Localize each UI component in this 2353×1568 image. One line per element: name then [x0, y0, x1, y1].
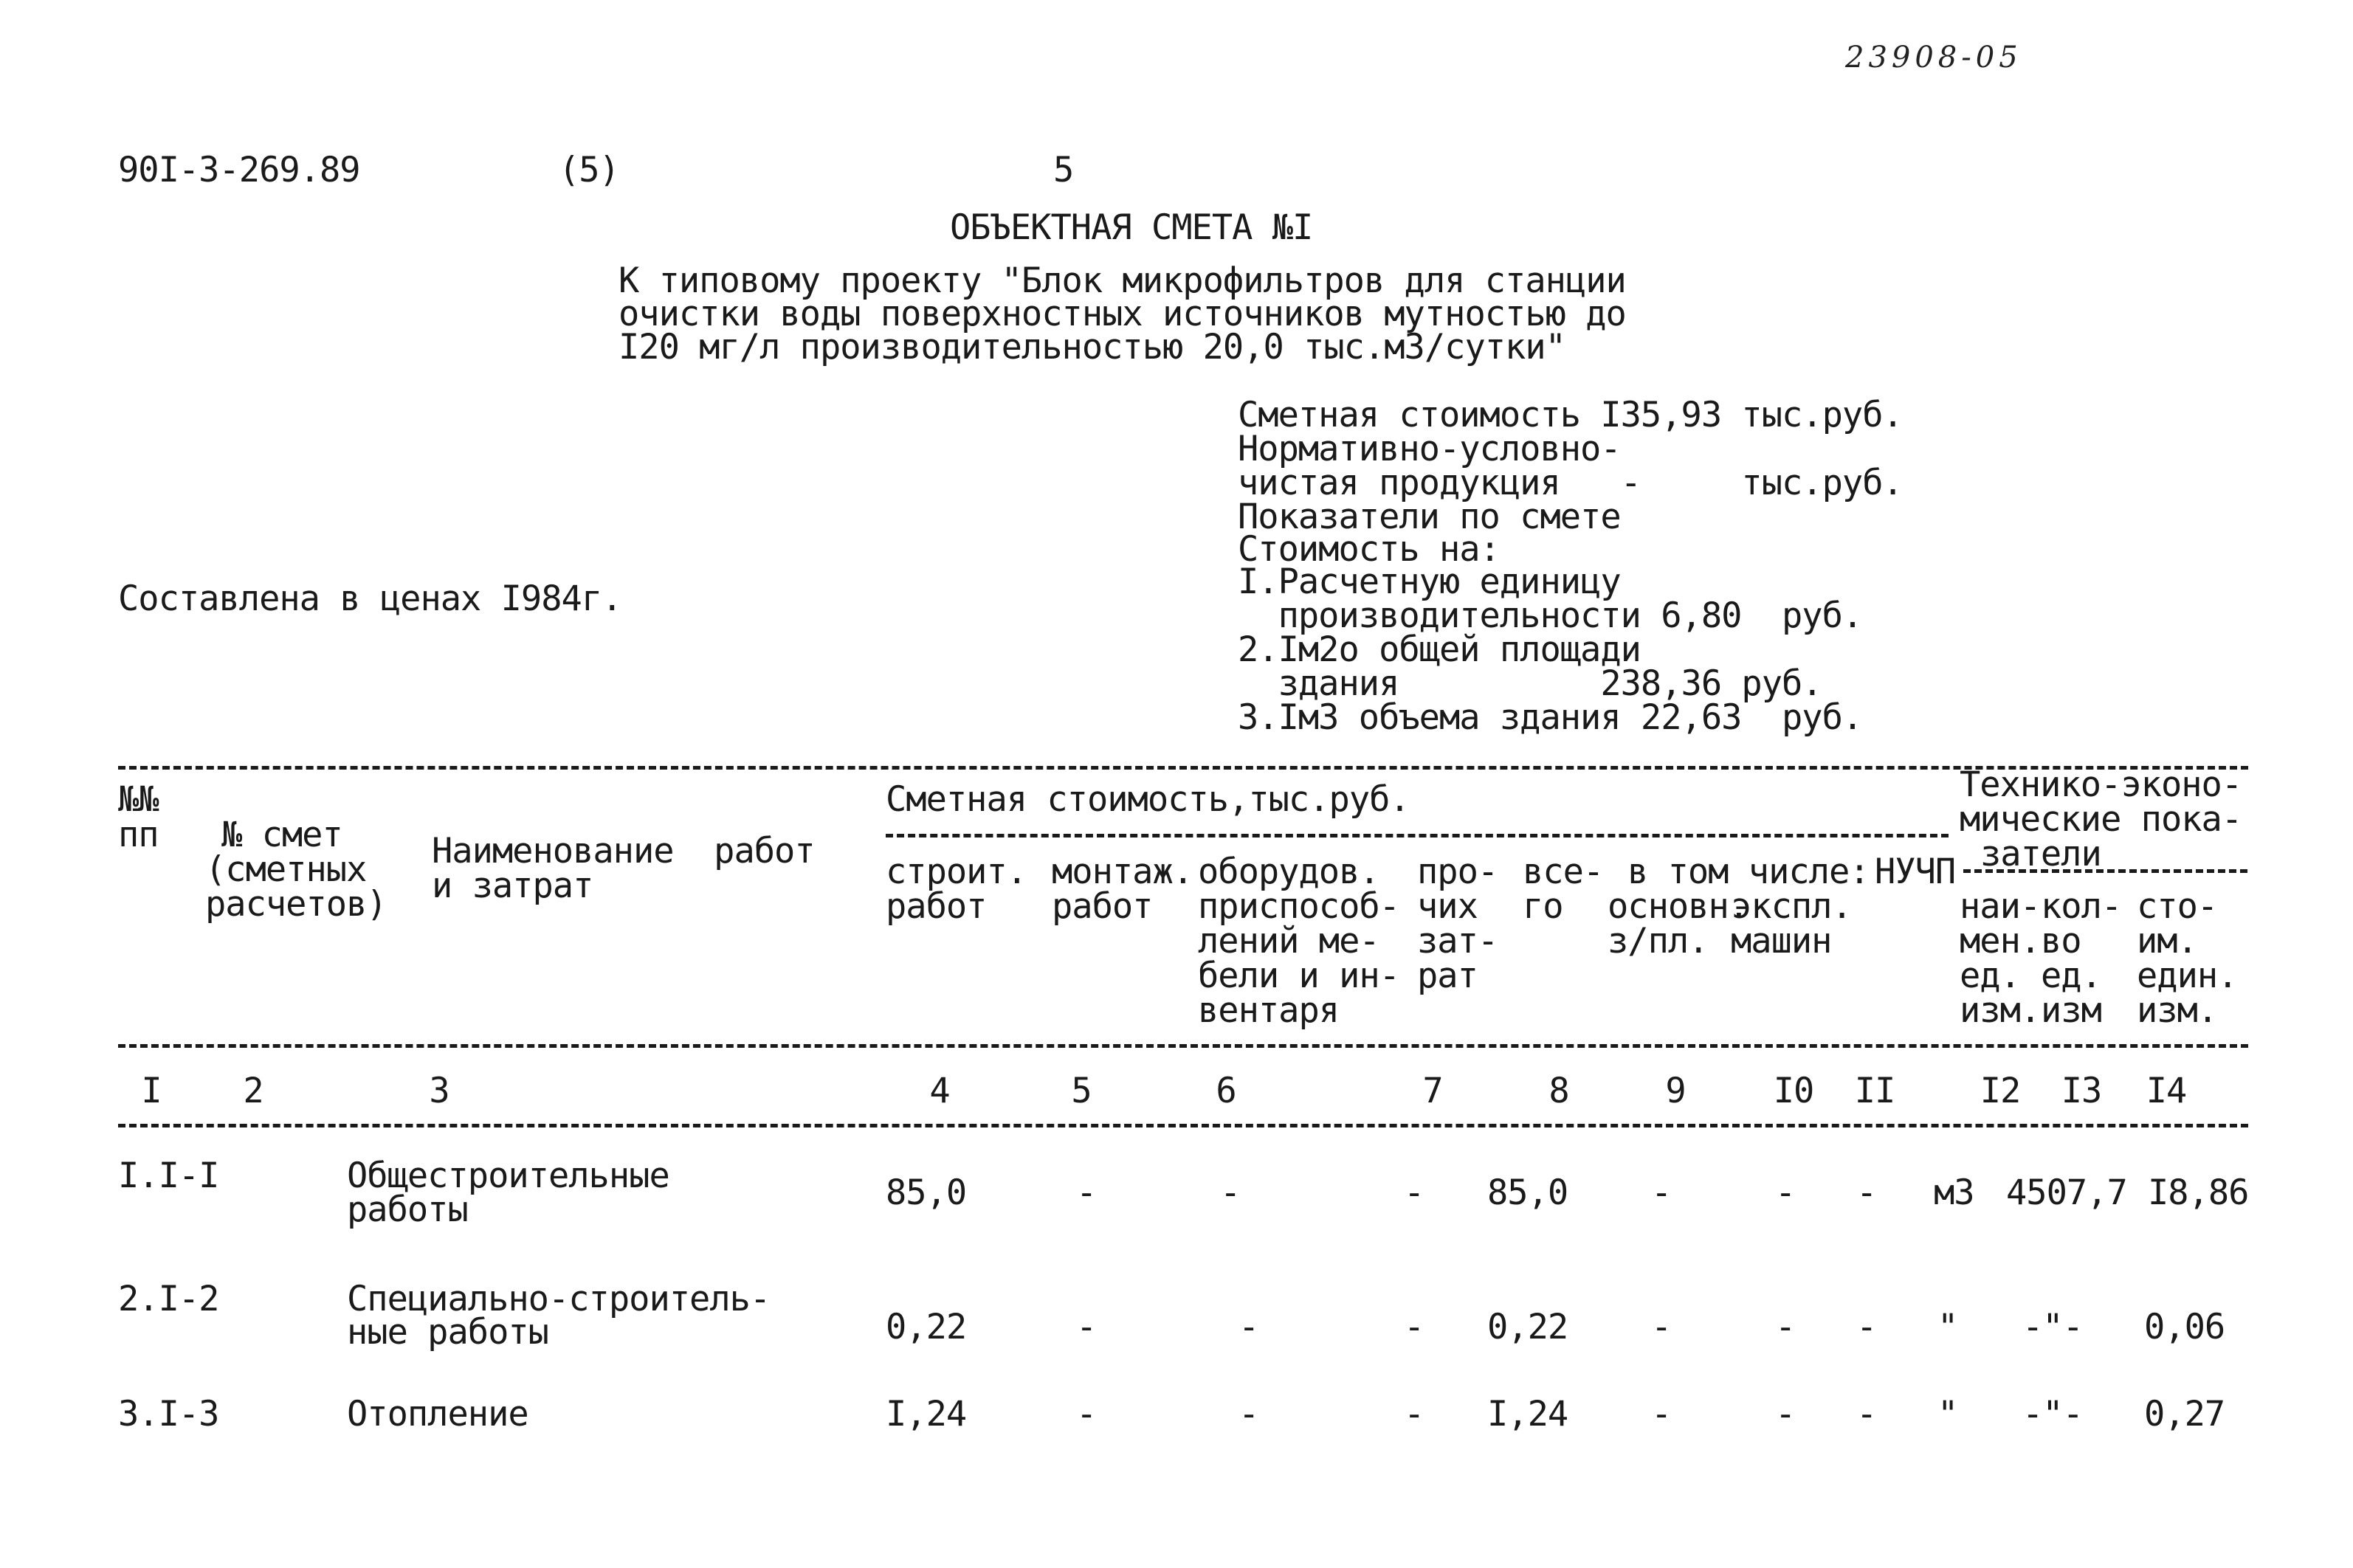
col-oborud-header: приспособ- — [1198, 886, 1399, 927]
cell-qty: 4507,7 — [2006, 1172, 2127, 1213]
column-number: 3 — [429, 1071, 449, 1111]
prices-note: Составлена в ценах I984г. — [118, 578, 622, 619]
column-number: 8 — [1548, 1071, 1569, 1111]
cell-osn: - — [1651, 1307, 1672, 1347]
col-osn-header: основн. — [1608, 886, 1749, 927]
cell-proch: - — [1404, 1394, 1424, 1434]
summary-line: Нормативно-условно- — [1238, 429, 1621, 469]
cell-stroit: 85,0 — [886, 1172, 967, 1213]
cell-unit: м3 — [1934, 1172, 1974, 1213]
row-name: Специально-строитель- — [347, 1279, 771, 1319]
col-ekspl-header: машин — [1731, 921, 1832, 961]
archive-number: 23908-05 — [1845, 41, 2022, 75]
col-stroit-header: строит. — [886, 852, 1027, 892]
column-numbers-rule — [118, 1124, 2248, 1127]
cell-proch: - — [1404, 1172, 1424, 1213]
col-sto-header: им. — [2137, 921, 2197, 961]
cell-montazh: - — [1076, 1172, 1097, 1213]
cell-oborud: - — [1238, 1394, 1259, 1434]
col-oborud-header: оборудов. — [1198, 852, 1379, 892]
col-montazh-header: работ — [1052, 886, 1153, 927]
summary-line: 3.Iм3 объема здания 22,63 руб. — [1238, 697, 1863, 738]
column-number: I2 — [1980, 1071, 2021, 1111]
row-name: Отопление — [347, 1394, 528, 1434]
cost-group-rule — [886, 834, 1949, 837]
cell-unit-cost: I8,86 — [2148, 1172, 2249, 1213]
header-bottom-rule — [118, 1044, 2248, 1048]
cell-qty: -"- — [2022, 1307, 2083, 1347]
cell-nuchp: - — [1856, 1172, 1877, 1213]
col-sto-header: един. — [2137, 956, 2238, 996]
col-vsego-header: все- — [1523, 852, 1604, 892]
column-number: I4 — [2146, 1071, 2187, 1111]
cell-stroit: 0,22 — [886, 1307, 967, 1347]
col-sto-header: сто- — [2137, 886, 2218, 927]
cell-unit-cost: 0,06 — [2144, 1307, 2225, 1347]
summary-line: здания 238,36 руб. — [1238, 663, 1822, 704]
cell-oborud: - — [1220, 1172, 1241, 1213]
cell-qty: -"- — [2022, 1394, 2083, 1434]
column-number: 4 — [929, 1071, 950, 1111]
col-oborud-header: бели и ин- — [1198, 956, 1399, 996]
col-nuchp-header: НУЧП — [1875, 852, 1956, 892]
col-smet-header: № смет — [221, 815, 342, 855]
col-naim-header: изм. — [1960, 990, 2041, 1031]
cell-unit: " — [1937, 1394, 1958, 1434]
column-number: II — [1854, 1071, 1895, 1111]
cell-vsego: 85,0 — [1487, 1172, 1568, 1213]
row-name: ные работы — [347, 1312, 548, 1353]
cell-stroit: I,24 — [886, 1394, 967, 1434]
cell-nuchp: - — [1856, 1307, 1877, 1347]
summary-line: Сметная стоимость I35,93 тыс.руб. — [1238, 395, 1903, 435]
col-kol-header: изм — [2041, 990, 2101, 1031]
col-osn-header: з/пл. — [1608, 921, 1709, 961]
col-kol-header: во — [2041, 921, 2081, 961]
col-proch-header: зат- — [1417, 921, 1498, 961]
summary-line: производительности 6,80 руб. — [1238, 595, 1863, 636]
subtitle-line: К типовому проекту "Блок микрофильтров для станции — [619, 260, 1626, 301]
col-vsego-header: го — [1523, 886, 1563, 927]
col-naim-header: наи- — [1960, 886, 2041, 927]
col-pp-header: №№ — [118, 779, 159, 820]
cell-ekspl: - — [1775, 1394, 1796, 1434]
col-proch-header: чих — [1417, 886, 1478, 927]
subtitle-line: очистки воды поверхностных источников мутностью до — [619, 294, 1626, 334]
column-number: 9 — [1665, 1071, 1686, 1111]
sheet-ref: (5) — [559, 150, 619, 190]
row-number: 3.I-3 — [118, 1394, 219, 1434]
column-number: I3 — [2061, 1071, 2102, 1111]
cell-vsego: 0,22 — [1487, 1307, 1568, 1347]
column-number: 2 — [243, 1071, 263, 1111]
col-ekspl-header: экспл. — [1731, 886, 1852, 927]
cell-proch: - — [1404, 1307, 1424, 1347]
column-number: I — [141, 1071, 162, 1111]
cell-osn: - — [1651, 1172, 1672, 1213]
summary-line: 2.Iм2о общей площади — [1238, 629, 1641, 670]
cell-montazh: - — [1076, 1307, 1097, 1347]
table-top-rule — [118, 766, 2248, 770]
summary-line: I.Расчетную единицу — [1238, 562, 1621, 602]
col-smet-header: расчетов) — [205, 884, 387, 925]
column-number: 6 — [1216, 1071, 1236, 1111]
tech-group-header: Технико-эконо- — [1960, 764, 2242, 805]
cell-oborud: - — [1238, 1307, 1259, 1347]
doc-code: 90I-3-269.89 — [118, 150, 360, 190]
cell-ekspl: - — [1775, 1307, 1796, 1347]
col-vtom-header: в том числе: — [1627, 852, 1870, 892]
col-oborud-header: лений ме- — [1198, 921, 1379, 961]
row-name: Общестроительные — [347, 1156, 669, 1196]
col-name-header: Наименование работ — [432, 831, 815, 871]
column-number: 7 — [1422, 1071, 1443, 1111]
cell-montazh: - — [1076, 1394, 1097, 1434]
cell-osn: - — [1651, 1394, 1672, 1434]
col-montazh-header: монтаж. — [1052, 852, 1193, 892]
document-title: ОБЪЕКТНАЯ СМЕТА №I — [950, 207, 1313, 248]
col-name-header: и затрат — [432, 866, 593, 906]
col-proch-header: про- — [1417, 852, 1498, 892]
col-proch-header: рат — [1417, 956, 1478, 996]
col-sto-header: изм. — [2137, 990, 2218, 1031]
subtitle-line: I20 мг/л производительностью 20,0 тыс.м3/сутки" — [619, 327, 1565, 367]
cell-ekspl: - — [1775, 1172, 1796, 1213]
column-number: 5 — [1071, 1071, 1092, 1111]
cell-nuchp: - — [1856, 1394, 1877, 1434]
cell-unit: " — [1937, 1307, 1958, 1347]
summary-line: Показатели по смете — [1238, 497, 1621, 537]
summary-line: Стоимость на: — [1238, 529, 1500, 570]
summary-line: чистая продукция - тыс.руб. — [1238, 463, 1903, 503]
col-kol-header: ед. — [2041, 956, 2101, 996]
col-stroit-header: работ — [886, 886, 987, 927]
col-naim-header: мен. — [1960, 921, 2041, 961]
tech-group-header: мические пока- — [1960, 799, 2242, 840]
column-number: I0 — [1773, 1071, 1814, 1111]
col-pp-header: пп — [118, 815, 159, 855]
cell-unit-cost: 0,27 — [2144, 1394, 2225, 1434]
cell-vsego: I,24 — [1487, 1394, 1568, 1434]
col-oborud-header: вентаря — [1198, 990, 1340, 1031]
tech-group-header: затели — [1980, 834, 2101, 874]
col-naim-header: ед. — [1960, 956, 2020, 996]
col-kol-header: кол- — [2041, 886, 2122, 927]
row-name: работы — [347, 1189, 468, 1230]
page-number: 5 — [1053, 150, 1074, 190]
col-smet-header: (сметных — [205, 849, 367, 890]
row-number: 2.I-2 — [118, 1279, 219, 1319]
cost-group-header: Сметная стоимость,тыс.руб. — [886, 779, 1410, 820]
row-number: I.I-I — [118, 1156, 219, 1196]
